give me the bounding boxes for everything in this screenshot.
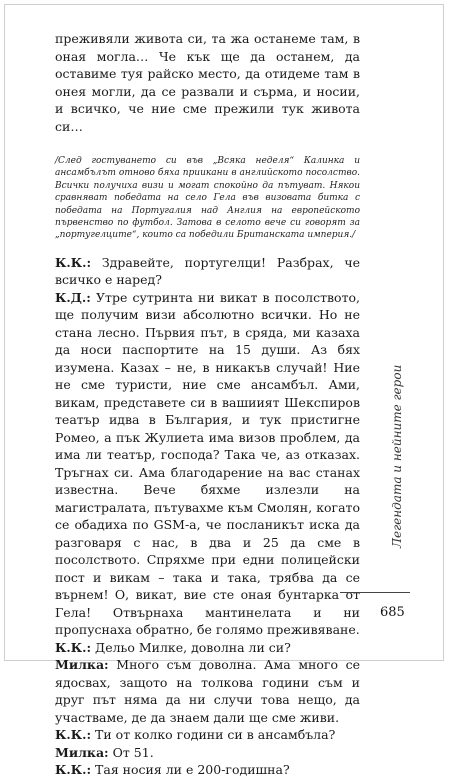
speaker-label: К.К.: [55, 727, 92, 743]
dialog-text: Тая носия ли е 200-годишна? [91, 762, 290, 778]
speaker-label: К.К.: [55, 639, 92, 655]
dialog-text: Ти от колко години си в ансамбъла? [91, 727, 336, 743]
speaker-label: Милка: [55, 744, 109, 760]
dialog-text: Дельо Милке, доволна ли си? [91, 639, 291, 655]
speaker-label: К.К.: [55, 762, 92, 778]
dialog-text: Много съм доволна. Ама много се ядосвах, защото на толкова години съм и друг път няма да ни случи това нещо, да участваме, де да знаем дали ще сме живи. [55, 657, 360, 725]
footer-rule [340, 592, 410, 593]
dialog-line [55, 254, 360, 289]
intro-paragraph: преживяли живота си, та жа останеме там, в оная могла… Че кък ще да останем, да оставиме туя райско место, да отидеме там в онея могли, да се развали и сърма, и носии, и всичко, че ние сме прежили тук живота си… [55, 31, 360, 134]
dialog-line [55, 761, 360, 779]
interview-dialog [55, 254, 360, 779]
dialog-text: Утре сутринта ни викат в посолството, ще получим визи абсолютно всички. Но не стана лесно. Първия път, в сряда, ми казаха да носи паспортите на 15 души. Аз бях изумена. Казах – не, в никакъв случай! Ние не сме туристи, ние сме ансамбъл. Ами, викам, представете си в вашиият Шекспиров театър идва в България, и тук пристигне Ромео, а пък Жулиета има визов проблем, да има ли театър, господа? Така че, аз отказах. Тръгнах си. Ама благодарение на вас станах известна. Вече бяхме излезли на магистралата, пътувахме към Смолян, когато се обадиха по GSM-а, че посланикът иска да разговаря с нас, в два и 25 да сме в посолството. Спряхме при едни полицейски пост и викам – така и така, трябва да се върнем! О, викат, вие сте оная бунтарка от Гела! Отвърнаха мантинелата и ни пропуснаха обратно, бе голямо преживяване. [55, 289, 360, 638]
dialog-line [55, 744, 360, 762]
page-number: 685 [380, 605, 405, 620]
dialog-line [55, 639, 360, 657]
dialog-text: Здравейте, португелци! Разбрах, че всичко е наред? [55, 254, 360, 288]
dialog-line [55, 289, 360, 639]
speaker-label: Милка: [55, 657, 109, 673]
editorial-note: /След гостуването си във „Всяка неделя“ Калинка и ансамбълът отново бяха приикани в английското посолство. Всички получиха визи и могат спокойно да пътуват. Някои сравняват победата на село Гела във визовата битка с победата на Португалия над Англия на европейското първенство по футбол. Затова в селото вече си говорят за „португелците“, които са победили Британската империя./ [55, 156, 360, 241]
dialog-text: От 51. [108, 744, 154, 760]
running-head: Легендата и нейните герои [390, 364, 404, 548]
speaker-label: К.К.: [55, 254, 92, 270]
dialog-line [55, 726, 360, 744]
speaker-label: К.Д.: [55, 289, 91, 305]
